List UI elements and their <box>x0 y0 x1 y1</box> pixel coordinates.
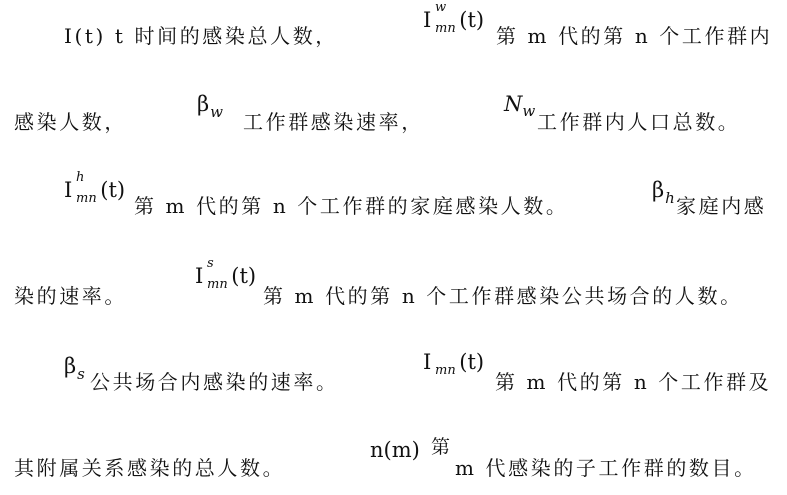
text-span: 其附属关系感染的总人数。 <box>14 456 286 480</box>
symbol-base: I <box>195 264 204 288</box>
symbol-subscript: mn <box>76 191 97 206</box>
text-line-3 <box>0 170 787 230</box>
symbol-base: n(m) <box>370 438 420 462</box>
text-span: 第 m 代的第 n 个工作群及 <box>495 370 772 394</box>
symbol-superscript: w <box>435 0 447 15</box>
math-symbol-N-w <box>504 92 536 120</box>
math-symbol-beta-h <box>652 178 675 207</box>
symbol-base: I <box>423 350 432 374</box>
text-span: 第 m 代的第 n 个工作群的家庭感染人数。 <box>134 194 569 218</box>
symbol-subscript: h <box>665 189 675 207</box>
math-symbol-I-s-mn <box>195 256 257 292</box>
symbol-argument: (t) <box>459 8 485 32</box>
math-symbol-I-w-mn <box>423 0 485 36</box>
text-span: 第 <box>431 436 453 458</box>
symbol-argument: (t) <box>100 178 126 202</box>
symbol-subscript: mn <box>435 21 456 36</box>
symbol-argument: (t) <box>459 350 485 374</box>
symbol-subscript: w <box>210 103 223 121</box>
text-line-6 <box>0 430 787 490</box>
math-symbol-beta-s <box>64 354 85 383</box>
text-span: 工作群感染速率， <box>243 110 424 134</box>
math-expression-n-of-m <box>370 440 420 461</box>
symbol-base: N <box>504 92 523 116</box>
math-symbol-I-mn <box>423 350 485 378</box>
text-span: 家庭内感 <box>676 194 767 218</box>
text-line-2 <box>0 84 787 144</box>
symbol-subscript: mn <box>207 277 228 292</box>
symbol-subscript: s <box>77 365 85 383</box>
text-span: 第 m 代的第 n 个工作群内 <box>496 24 773 48</box>
symbol-base: I <box>64 178 73 202</box>
symbol-argument: (t) <box>231 264 257 288</box>
symbol-base: β <box>652 178 665 202</box>
text-span: m 代感染的子工作群的数目。 <box>455 456 757 480</box>
symbol-superscript: h <box>76 170 85 185</box>
text-line-1 <box>0 0 787 60</box>
symbol-base: β <box>197 92 210 116</box>
text-line-4 <box>0 258 787 318</box>
text-line-5 <box>0 346 787 406</box>
symbol-subscript: mn <box>435 363 456 378</box>
math-symbol-beta-w <box>197 92 223 121</box>
text-span: 感染人数， <box>14 110 127 134</box>
text-span: 公共场合内感染的速率。 <box>90 370 339 394</box>
text-span: 工作群内人口总数。 <box>537 110 741 134</box>
symbol-base: I <box>423 8 432 32</box>
text-span: 染的速率。 <box>14 284 127 308</box>
text-span: I(t) t 时间的感染总人数， <box>64 24 338 48</box>
symbol-base: β <box>64 354 77 378</box>
symbol-subscript: w <box>522 102 536 120</box>
math-symbol-I-h-mn <box>64 170 126 206</box>
symbol-superscript: s <box>207 256 214 271</box>
text-span: 第 m 代的第 n 个工作群感染公共场合的人数。 <box>263 284 743 308</box>
